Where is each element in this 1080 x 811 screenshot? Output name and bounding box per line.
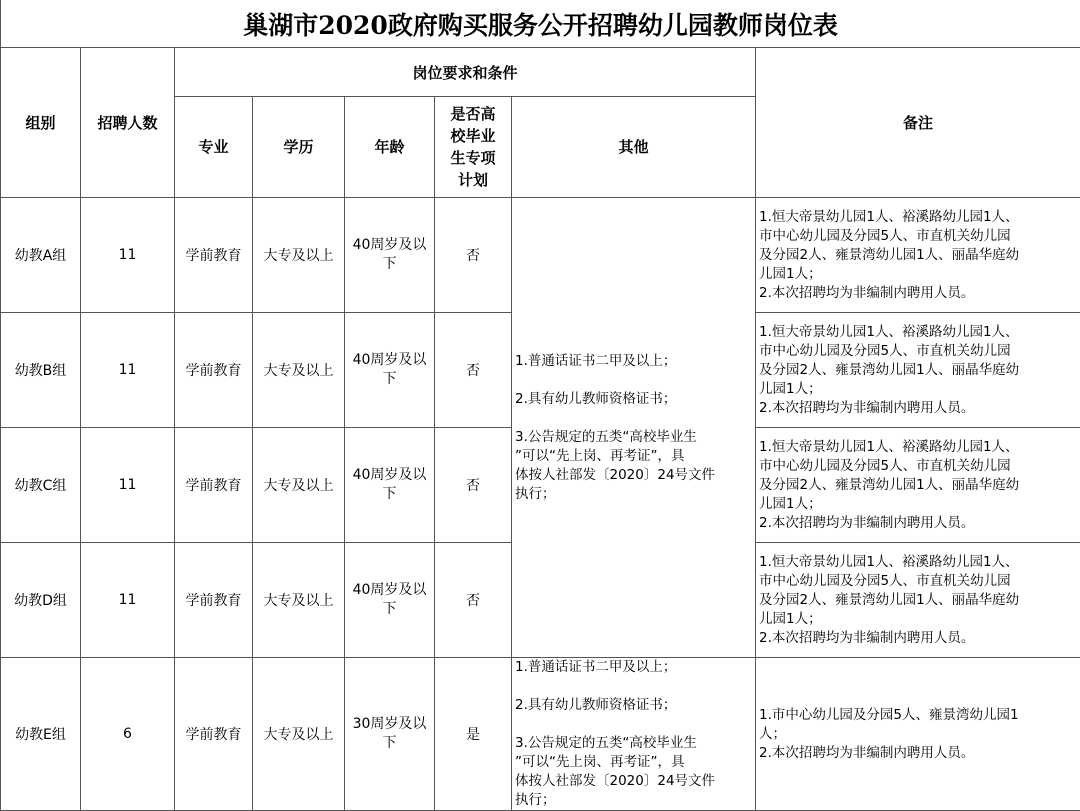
remarks-cell: 1.恒大帝景幼儿园1人、裕溪路幼儿园1人、 市中心幼儿园及分园5人、市直机关幼儿园 及分园2人、雍景湾幼儿园1人、丽晶华庭幼 儿园1人； 2.本次招聘均为非编制内聘用人员。 bbox=[756, 543, 1080, 658]
table-row bbox=[1, 658, 1080, 811]
header-requirements: 岗位要求和条件 bbox=[175, 48, 756, 97]
education-cell: 大专及以上 bbox=[253, 198, 345, 313]
header-graduate-plan: 是否高 校毕业 生专项 计划 bbox=[435, 97, 512, 198]
age-cell: 40周岁及以 下 bbox=[345, 313, 435, 428]
other-requirements-cell: 1.普通话证书二甲及以上； 2.具有幼儿教师资格证书； 3.公告规定的五类“高校毕业生 ”可以“先上岗、再考证”，具 体按人社部发〔2020〕24号文件 执行； bbox=[512, 658, 756, 811]
group-cell: 幼教A组 bbox=[1, 198, 81, 313]
group-cell: 幼教B组 bbox=[1, 313, 81, 428]
group-cell: 幼教D组 bbox=[1, 543, 81, 658]
header-count: 招聘人数 bbox=[81, 48, 175, 198]
count-cell: 11 bbox=[81, 313, 175, 428]
count-cell: 11 bbox=[81, 543, 175, 658]
header-remarks: 备注 bbox=[756, 48, 1080, 198]
major-cell: 学前教育 bbox=[175, 543, 253, 658]
count-cell: 6 bbox=[81, 658, 175, 811]
major-cell: 学前教育 bbox=[175, 198, 253, 313]
graduate-plan-cell: 是 bbox=[435, 658, 512, 811]
age-cell: 40周岁及以 下 bbox=[345, 198, 435, 313]
major-cell: 学前教育 bbox=[175, 313, 253, 428]
group-cell: 幼教E组 bbox=[1, 658, 81, 811]
header-age: 年龄 bbox=[345, 97, 435, 198]
other-requirements-cell: 1.普通话证书二甲及以上； 2.具有幼儿教师资格证书； 3.公告规定的五类“高校毕业生 ”可以“先上岗、再考证”，具 体按人社部发〔2020〕24号文件 执行； bbox=[512, 198, 756, 658]
age-cell: 40周岁及以 下 bbox=[345, 428, 435, 543]
remarks-cell: 1.恒大帝景幼儿园1人、裕溪路幼儿园1人、 市中心幼儿园及分园5人、市直机关幼儿园 及分园2人、雍景湾幼儿园1人、丽晶华庭幼 儿园1人； 2.本次招聘均为非编制内聘用人员。 bbox=[756, 428, 1080, 543]
graduate-plan-cell: 否 bbox=[435, 428, 512, 543]
education-cell: 大专及以上 bbox=[253, 658, 345, 811]
education-cell: 大专及以上 bbox=[253, 543, 345, 658]
count-cell: 11 bbox=[81, 428, 175, 543]
header-other: 其他 bbox=[512, 97, 756, 198]
graduate-plan-cell: 否 bbox=[435, 313, 512, 428]
count-cell: 11 bbox=[81, 198, 175, 313]
page-title: 巢湖市2020政府购买服务公开招聘幼儿园教师岗位表 bbox=[1, 0, 1080, 48]
major-cell: 学前教育 bbox=[175, 428, 253, 543]
remarks-cell: 1.恒大帝景幼儿园1人、裕溪路幼儿园1人、 市中心幼儿园及分园5人、市直机关幼儿园 及分园2人、雍景湾幼儿园1人、丽晶华庭幼 儿园1人； 2.本次招聘均为非编制内聘用人员。 bbox=[756, 313, 1080, 428]
header-major: 专业 bbox=[175, 97, 253, 198]
header-group: 组别 bbox=[1, 48, 81, 198]
remarks-cell: 1.恒大帝景幼儿园1人、裕溪路幼儿园1人、 市中心幼儿园及分园5人、市直机关幼儿园 及分园2人、雍景湾幼儿园1人、丽晶华庭幼 儿园1人； 2.本次招聘均为非编制内聘用人员。 bbox=[756, 198, 1080, 313]
education-cell: 大专及以上 bbox=[253, 313, 345, 428]
group-cell: 幼教C组 bbox=[1, 428, 81, 543]
graduate-plan-cell: 否 bbox=[435, 198, 512, 313]
major-cell: 学前教育 bbox=[175, 658, 253, 811]
table-row bbox=[1, 198, 1080, 313]
graduate-plan-cell: 否 bbox=[435, 543, 512, 658]
age-cell: 40周岁及以 下 bbox=[345, 543, 435, 658]
age-cell: 30周岁及以 下 bbox=[345, 658, 435, 811]
education-cell: 大专及以上 bbox=[253, 428, 345, 543]
remarks-cell: 1.市中心幼儿园及分园5人、雍景湾幼儿园1 人； 2.本次招聘均为非编制内聘用人员。 bbox=[756, 658, 1080, 811]
header-education: 学历 bbox=[253, 97, 345, 198]
